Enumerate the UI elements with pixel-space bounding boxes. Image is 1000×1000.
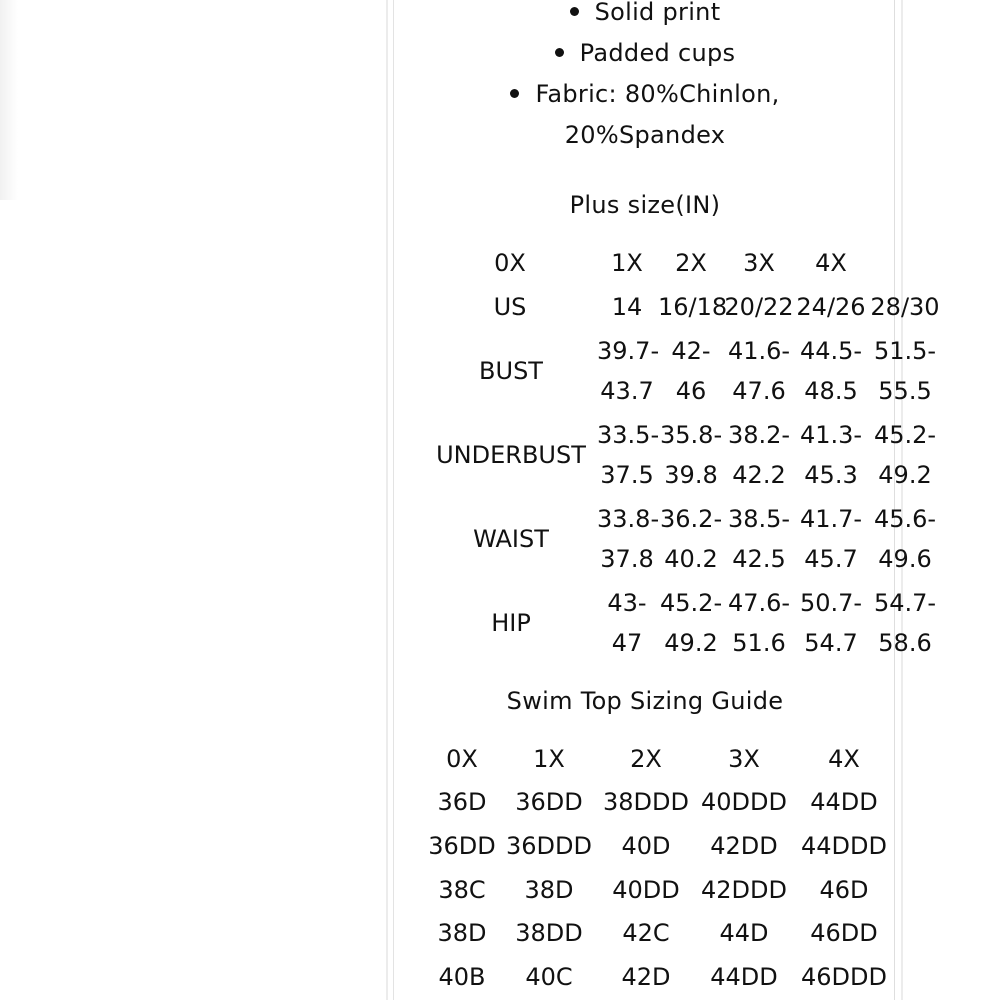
table-cell: 1X bbox=[533, 745, 565, 773]
table-cell: 3X bbox=[743, 249, 775, 277]
table-row-underbust-line2 bbox=[0, 455, 1000, 495]
feature-text: Solid print bbox=[594, 0, 721, 26]
table-cell: 42.2 bbox=[732, 461, 786, 489]
table-cell: 2X bbox=[675, 249, 707, 277]
table-cell: 49.2 bbox=[664, 629, 718, 657]
table-cell: 50.7- bbox=[799, 589, 863, 617]
feature-text: 20%Spandex bbox=[564, 121, 726, 149]
table-cell: 55.5 bbox=[878, 377, 932, 405]
side-shade bbox=[0, 0, 18, 200]
table-row-waist-line1 bbox=[0, 499, 1000, 539]
table-cell: 4X bbox=[828, 745, 860, 773]
table-row bbox=[0, 824, 1000, 868]
table-cell: 38.2- bbox=[727, 421, 791, 449]
table-cell: 45.2- bbox=[660, 589, 723, 617]
table-cell: 38.5- bbox=[727, 505, 791, 533]
table-cell: 35.8- bbox=[660, 421, 723, 449]
table-cell: 40DDD bbox=[701, 788, 787, 816]
table-cell: 48.5 bbox=[804, 377, 858, 405]
table-row-waist-line2 bbox=[0, 539, 1000, 579]
table-cell: 44DD bbox=[810, 788, 878, 816]
swim-top-title: Swim Top Sizing Guide bbox=[506, 687, 784, 715]
table-cell: 37.5 bbox=[600, 461, 654, 489]
table-row bbox=[0, 780, 1000, 824]
table-cell: 33.8- bbox=[597, 505, 660, 533]
table-row bbox=[0, 955, 1000, 999]
table-cell: 36DD bbox=[515, 788, 583, 816]
table-cell: 46D bbox=[819, 876, 869, 904]
table-cell: 45.3 bbox=[804, 461, 858, 489]
table-cell: 16/18 bbox=[658, 293, 728, 321]
feature-text: Padded cups bbox=[579, 39, 736, 67]
table-row-header bbox=[0, 737, 1000, 781]
table-cell: 36D bbox=[437, 788, 487, 816]
table-cell: 38DDD bbox=[603, 788, 689, 816]
table-row bbox=[0, 911, 1000, 955]
table-cell: 39.8 bbox=[664, 461, 718, 489]
table-cell: 28/30 bbox=[870, 293, 940, 321]
table-cell: 20/22 bbox=[724, 293, 794, 321]
table-cell: 45.2- bbox=[873, 421, 937, 449]
table-cell: 44.5- bbox=[799, 337, 863, 365]
table-cell: 41.3- bbox=[799, 421, 863, 449]
row-label: BUST bbox=[479, 357, 543, 385]
table-cell: 47.6 bbox=[732, 377, 786, 405]
table-cell: 38D bbox=[524, 876, 574, 904]
table-cell: 36DD bbox=[428, 832, 496, 860]
table-cell: 47 bbox=[611, 629, 643, 657]
table-cell: 47.6- bbox=[727, 589, 791, 617]
feature-item bbox=[395, 74, 895, 115]
table-cell: 46 bbox=[675, 377, 707, 405]
table-cell: 42.5 bbox=[732, 545, 786, 573]
table-cell: 0X bbox=[494, 249, 526, 277]
table-cell: 14 bbox=[611, 293, 643, 321]
table-cell: 44DDD bbox=[801, 832, 887, 860]
table-cell: 3X bbox=[728, 745, 760, 773]
table-cell: 54.7 bbox=[804, 629, 858, 657]
table-cell: 44DD bbox=[710, 963, 778, 991]
table-cell: 46DDD bbox=[801, 963, 887, 991]
table-row-bust-line2 bbox=[0, 371, 1000, 411]
table-cell: 24/26 bbox=[796, 293, 866, 321]
table-cell: 42DDD bbox=[701, 876, 787, 904]
table-cell: 42- bbox=[671, 337, 711, 365]
table-cell: 43.7 bbox=[600, 377, 654, 405]
table-row bbox=[0, 868, 1000, 912]
row-label: WAIST bbox=[473, 525, 549, 553]
table-cell: 49.2 bbox=[878, 461, 932, 489]
feature-list bbox=[395, 0, 895, 156]
table-cell: 44D bbox=[719, 919, 769, 947]
table-cell: 42D bbox=[621, 963, 671, 991]
table-cell: 42C bbox=[622, 919, 670, 947]
table-cell: 33.5- bbox=[597, 421, 660, 449]
table-row-underbust-line1 bbox=[0, 415, 1000, 455]
bullet-icon bbox=[555, 48, 564, 57]
bullet-icon bbox=[570, 7, 579, 16]
row-label: HIP bbox=[491, 609, 531, 637]
feature-item bbox=[395, 0, 895, 33]
feature-item-continued bbox=[395, 115, 895, 156]
feature-item bbox=[395, 33, 895, 74]
table-cell: 40B bbox=[438, 963, 486, 991]
table-cell: 45.7 bbox=[804, 545, 858, 573]
table-cell: 40D bbox=[621, 832, 671, 860]
table-cell: 40DD bbox=[612, 876, 680, 904]
table-cell: 40.2 bbox=[664, 545, 718, 573]
table-cell: 41.6- bbox=[727, 337, 791, 365]
table-row-header bbox=[0, 243, 1000, 283]
table-cell: 40C bbox=[525, 963, 573, 991]
table-cell: 51.6 bbox=[732, 629, 786, 657]
table-cell: 49.6 bbox=[878, 545, 932, 573]
table-row-hip-line2 bbox=[0, 623, 1000, 663]
table-cell: 37.8 bbox=[600, 545, 654, 573]
table-row-hip-line1 bbox=[0, 583, 1000, 623]
table-cell: 36.2- bbox=[660, 505, 723, 533]
table-cell: 54.7- bbox=[873, 589, 937, 617]
table-cell: 0X bbox=[446, 745, 478, 773]
table-cell: 41.7- bbox=[799, 505, 863, 533]
feature-text: Fabric: 80%Chinlon, bbox=[535, 80, 780, 108]
table-row-us bbox=[0, 287, 1000, 327]
table-cell: 46DD bbox=[810, 919, 878, 947]
table-cell: 2X bbox=[630, 745, 662, 773]
table-row-bust-line1 bbox=[0, 331, 1000, 371]
table-cell: 39.7- bbox=[597, 337, 660, 365]
table-cell: 36DDD bbox=[506, 832, 592, 860]
table-cell: 42DD bbox=[710, 832, 778, 860]
table-cell: 45.6- bbox=[873, 505, 937, 533]
table-cell: 38C bbox=[438, 876, 486, 904]
table-cell: 38DD bbox=[515, 919, 583, 947]
row-label: US bbox=[493, 293, 527, 321]
row-label: UNDERBUST bbox=[436, 441, 586, 469]
table-cell: 38D bbox=[437, 919, 487, 947]
table-cell: 1X bbox=[611, 249, 643, 277]
bullet-icon bbox=[510, 89, 519, 98]
plus-size-title: Plus size(IN) bbox=[569, 191, 721, 219]
table-cell: 58.6 bbox=[878, 629, 932, 657]
table-cell: 51.5- bbox=[873, 337, 937, 365]
table-cell: 43- bbox=[607, 589, 647, 617]
table-cell: 4X bbox=[815, 249, 847, 277]
